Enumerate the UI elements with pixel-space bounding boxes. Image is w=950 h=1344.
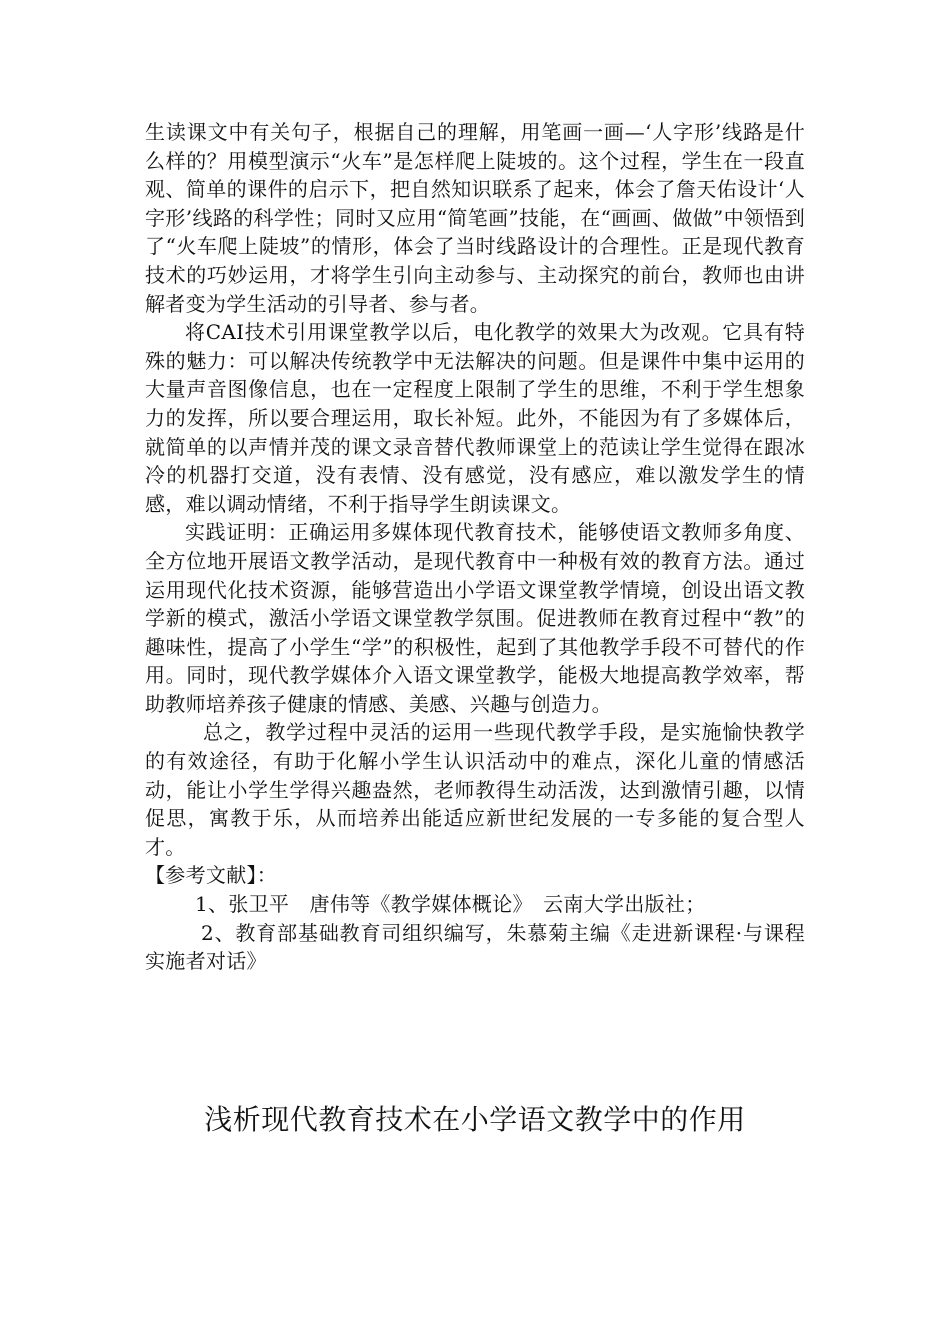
paragraph-practice: 实践证明：正确运用多媒体现代教育技术，能够使语文教师多角度、全方位地开展语文教学活动，是现代教育中一种极有效的教育方法。通过运用现代化技术资源，能够营造出小学语文课堂教学情境，创设出语文教学新的模式，激活小学语文课堂教学氛围。促进教师在教育过程中“教”的趣味性，提高了小学生“学”的积极性，起到了其他教学手段不可替代的作用。同时，现代教学媒体介入语文课堂教学，能极大地提高教学效率，帮助教师培养孩子健康的情感、美感、兴趣与创造力。 [145,520,805,716]
reference-item-1: 1、张卫平 唐伟等《教学媒体概论》 云南大学出版社； [195,892,706,917]
reference-item-2: 2、教育部基础教育司组织编写，朱慕菊主编《走进新课程·与课程实施者对话》 [145,920,805,974]
paragraph-continuation: 生读课文中有关句子，根据自己的理解，用笔画一画—‘人字形’线路是什么样的？用模型演示“火车”是怎样爬上陡坡的。这个过程，学生在一段直观、简单的课件的启示下，把自然知识联系了起来，体会了詹天佑设计‘人字形’线路的科学性；同时又应用“简笔画”技能，在“画画、做做”中领悟到了“火车爬上陡坡”的情形，体会了当时线路设计的合理性。正是现代教育技术的巧妙运用，才将学生引向主动参与、主动探究的前台，教师也由讲解者变为学生活动的引导者、参与者。 [145,120,805,316]
references-heading: 【参考文献】： [145,863,278,888]
document-title: 浅析现代教育技术在小学语文教学中的作用 [204,1103,746,1136]
paragraph-conclusion: 总之，教学过程中灵活的运用一些现代教学手段，是实施愉快教学的有效途径，有助于化解小学生认识活动中的难点，深化儿童的情感活动，能让小学生学得兴趣盎然，老师教得生动活泼，达到激情引趣，以情促思，寓教于乐，从而培养出能适应新世纪发展的一专多能的复合型人才。 [145,720,805,859]
paragraph-cai: 将CAI技术引用课堂教学以后，电化教学的效果大为改观。它具有特殊的魅力：可以解决传统教学中无法解决的问题。但是课件中集中运用的大量声音图像信息，也在一定程度上限制了学生的思维，不利于学生想象力的发挥，所以要合理运用，取长补短。此外，不能因为有了多媒体后，就简单的以声情并茂的课文录音替代教师课堂上的范读让学生觉得在跟冰冷的机器打交道，没有表情、没有感觉，没有感应，难以激发学生的情感，难以调动情绪，不利于指导学生朗读课文。 [145,320,805,516]
body-text [145,118,805,976]
